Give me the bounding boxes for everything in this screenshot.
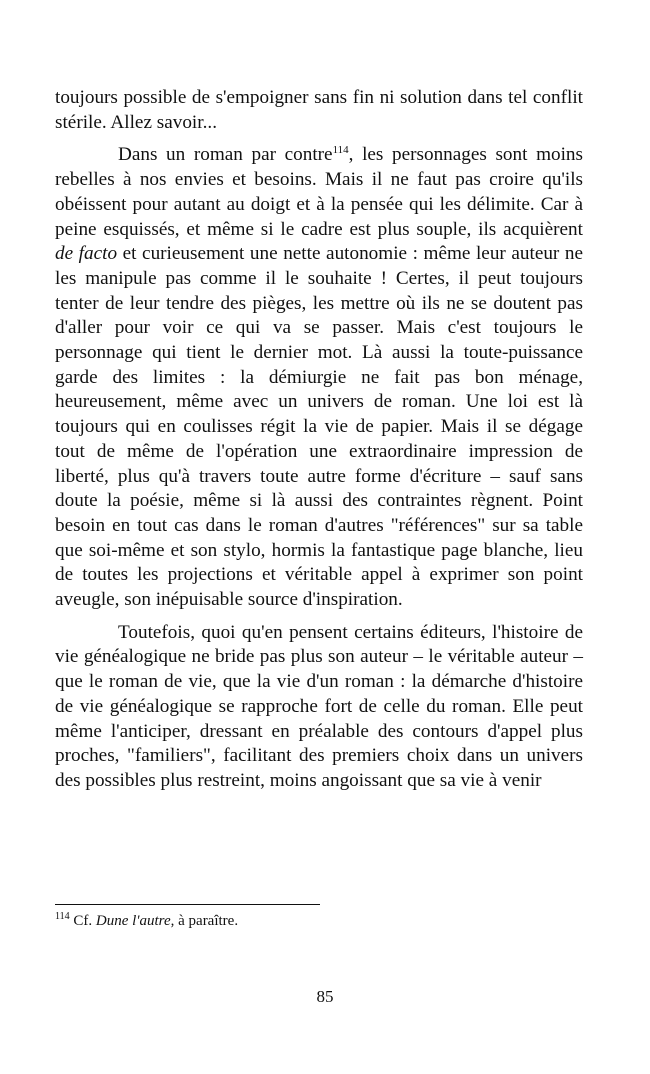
footnote bbox=[55, 913, 238, 930]
footnote-reference[interactable]: 114 bbox=[332, 144, 349, 157]
footnote-separator bbox=[55, 904, 320, 905]
paragraph-text: et curieusement une nette autonomie : même leur auteur ne les manipule pas comme il le souhaite ! Certes, il peut toujours tenter de leur tendre des pièges, les mettre où ils ne se doutent pas d'aller pour voir ce qui va se passer. Mais c'est toujours le personnage qui tient le dernier mot. Là aussi la toute-puissance garde des limites : la démiurgie ne fait pas bon ménage, heureusement, même avec un univers de roman. Une loi est là toujours qui en coulisses régit la vie de papier. Mais il se dégage tout de même de l'opération une extraordinaire impression de liberté, plus qu'à travers toute autre forme d'écriture – sauf sans doute la poésie, même si là aussi des contraintes règnent. Point besoin en tout cas dans le roman d'autres "références" sur sa table que soi-même et son stylo, hormis la fantastique page blanche, lieu de toutes les projections et véritable appel à exprimer son point aveugle, son inépuisable source d'inspiration. bbox=[55, 243, 584, 611]
page-body bbox=[55, 86, 583, 794]
footnote-title: Dune l'autre bbox=[95, 913, 171, 929]
footnote-text: Cf. bbox=[69, 913, 96, 929]
paragraph-text: , les personnages sont moins rebelles à nos envies et besoins. Mais il ne faut pas croire qu'ils obéissent pour autant au doigt et à la pensée qui les délimite. Car à peine esquissés, et même si le cadre est plus souple, ils acquièrent bbox=[55, 144, 583, 240]
footnote-number: 114 bbox=[55, 911, 70, 922]
paragraph-continuation bbox=[55, 86, 583, 135]
paragraph-text: Toutefois, quoi qu'en pensent certains éditeurs, l'histoire de vie généalogique ne bride pas plus son auteur – le véritable auteur – que le roman de vie, que la vie d'un roman : la démarche d'histoire de vie généalogique se rapproche fort de celle du roman. Elle peut même l'anticiper, dressant en préalable des contours d'appel plus proches, "familiers", facilitant des premiers choix dans un univers des possibles plus restreint, moins angoissant que sa vie à venir bbox=[55, 621, 583, 791]
footnote-text: , à paraître. bbox=[170, 913, 239, 929]
paragraph-text: toujours possible de s'empoigner sans fin ni solution dans tel conflit stérile. Allez savoir... bbox=[55, 87, 583, 133]
page-number: 85 bbox=[316, 987, 334, 1006]
italic-term: de facto bbox=[55, 243, 118, 265]
paragraph-roman bbox=[55, 143, 583, 612]
paragraph-toutefois bbox=[55, 621, 583, 794]
paragraph-text: Dans un roman par contre bbox=[118, 144, 333, 166]
